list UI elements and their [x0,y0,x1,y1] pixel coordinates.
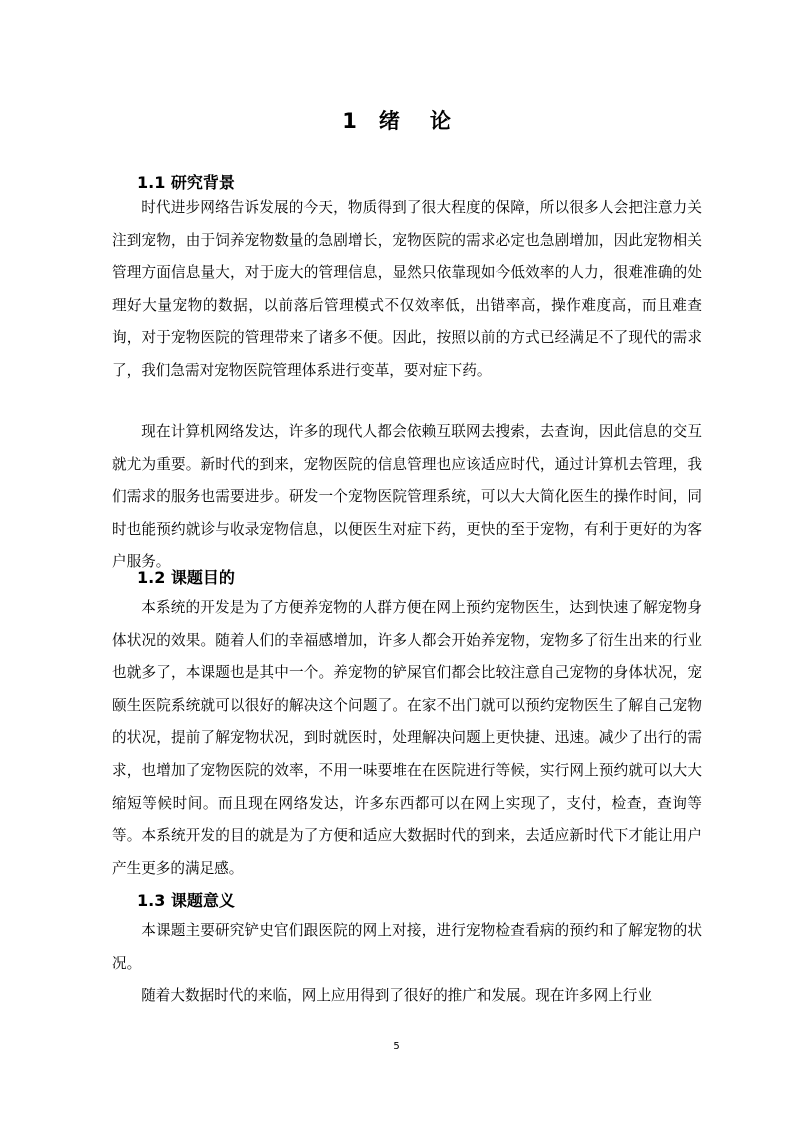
section-heading-background: 1.1 研究背景 [137,173,235,192]
paragraph: 现在计算机网络发达，许多的现代人都会依赖互联网去搜索，去查询，因此信息的交互就尤为重要。新时代的到来，宠物医院的信息管理也应该适应时代，通过计算机去管理，我们需求的服务也需要进步。研发一个宠物医院管理系统，可以大大简化医生的操作时间，同时也能预约就诊与收录宠物信息，以便医生对症下药，更快的至于宠物，有利于更好的为客户服务。 [112,423,702,571]
section-heading-purpose: 1.2 课题目的 [137,568,235,587]
paragraph: 本课题主要研究铲史官们跟医院的网上对接，进行宠物检查看病的预约和了解宠物的状况。 [112,922,702,972]
paragraph: 本系统的开发是为了方便养宠物的人群方便在网上预约宠物医生，达到快速了解宠物身体状况的效果。随着人们的幸福感增加，许多人都会开始养宠物，宠物多了衍生出来的行业也就多了，本课题也是其中一个。养宠物的铲屎官们都会比较注意自己宠物的身体状况，宠颐生医院系统就可以很好的解决这个问题了。在家不出门就可以预约宠物医生了解自己宠物的状况，提前了解宠物状况，到时就医时，处理解决问题上更快捷、迅速。减少了出行的需求，也增加了宠物医院的效率，不用一味要堆在在医院进行等候，实行网上预约就可以大大缩短等候时间。而且现在网络发达，许多东西都可以在网上实现了，支付，检查，查询等等。本系统开发的目的就是为了方便和适应大数据时代的到来，去适应新时代下才能让用户产生更多的满足感。 [112,599,702,877]
page-number: 5 [393,1041,400,1052]
section-heading-significance: 1.3 课题意义 [137,891,235,910]
chapter-title-char: 绪 [378,109,400,133]
chapter-number: 1 [342,109,357,133]
paragraph: 时代进步网络告诉发展的今天，物质得到了很大程度的保障，所以很多人会把注意力关注到宠物，由于饲养宠物数量的急剧增长，宠物医院的需求必定也急剧增加，因此宠物相关管理方面信息量大，对于庞大的管理信息，显然只依靠现如今低效率的人力，很难准确的处理好大量宠物的数据，以前落后管理模式不仅效率低，出错率高，操作难度高，而且难查询，对于宠物医院的管理带来了诸多不便。因此，按照以前的方式已经满足不了现代的需求了，我们急需对宠物医院管理体系进行变革，要对症下药。 [112,199,702,379]
chapter-title [0,106,793,136]
paragraph: 随着大数据时代的来临，网上应用得到了很好的推广和发展。现在许多网上行业 [141,987,652,1004]
chapter-title-char: 论 [429,109,451,133]
